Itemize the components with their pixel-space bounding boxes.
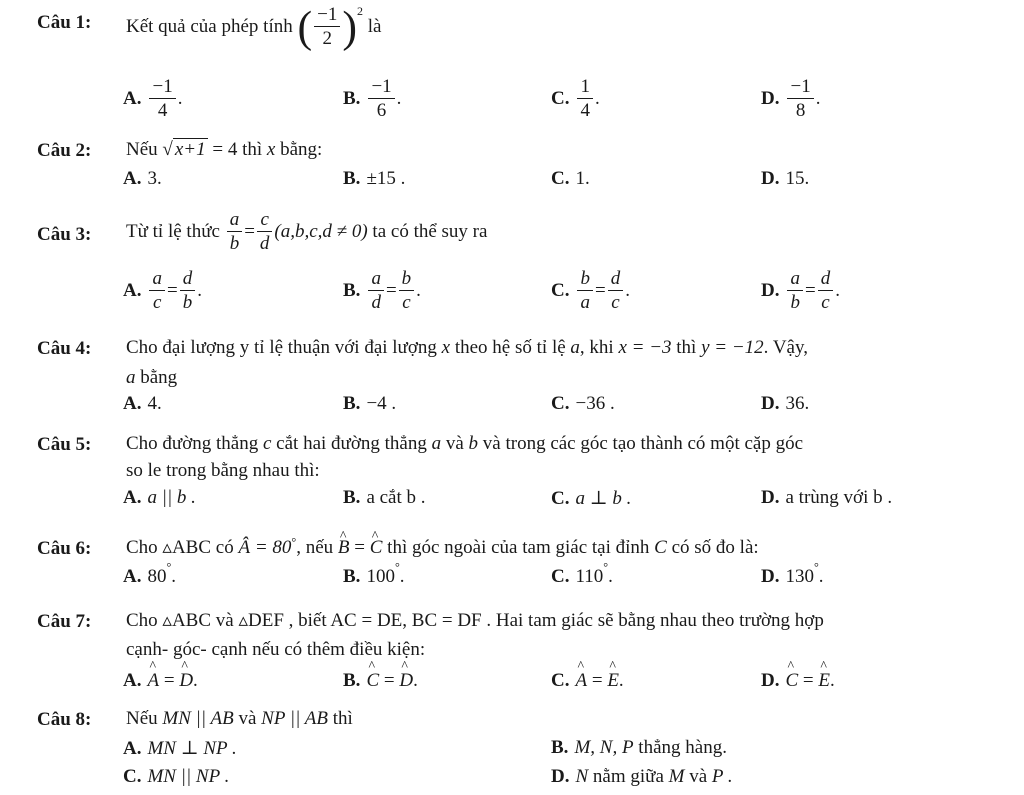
question-stem: Cho đường thẳng c cắt hai đường thẳng a và b và trong các góc tạo thành có một cặp góc — [126, 433, 804, 454]
option-b[interactable]: B. $\frac{a}{d}$ = $\frac{b}{c}$ . — [343, 268, 421, 313]
option-d[interactable]: D. 130°. — [761, 560, 824, 587]
option-c[interactable]: C. 110°. — [551, 560, 613, 587]
question-label: Câu 3: — [37, 224, 92, 245]
option-b[interactable]: B. −4 . — [343, 393, 397, 414]
option-c[interactable]: C.^ A = ^ E. — [551, 670, 624, 692]
option-a[interactable]: A. MN ⊥ NP . — [123, 738, 237, 759]
option-d[interactable]: D. 15. — [761, 168, 810, 189]
option-a[interactable]: A. 3. — [123, 168, 162, 189]
option-c[interactable]: C. a ⊥ b . — [551, 488, 632, 509]
sqrt: √ x+1 — [162, 139, 206, 160]
option-c[interactable]: C. −36 . — [551, 393, 615, 414]
option-a[interactable]: A. $\frac{a}{c}$ = $\frac{d}{b}$ . — [123, 268, 202, 313]
question-label: Câu 4: — [37, 338, 92, 359]
question-stem: Nếu √ x+1 = 4 thì x bằng: — [126, 137, 984, 163]
option-a[interactable]: A.^ A = ^ D. — [123, 670, 198, 692]
question-stem: Cho đại lượng y tỉ lệ thuận với đại lượng x theo hệ số tỉ lệ a, khi x = −3 thì y = −12. Vậy, — [126, 337, 808, 358]
question-stem-line2: cạnh- góc- cạnh nếu có thêm điều kiện: — [126, 639, 426, 660]
option-d[interactable]: D.^ C = ^ E. — [761, 670, 835, 692]
option-b[interactable]: B. ±15 . — [343, 168, 406, 189]
fraction: $\frac{-1}{2}$ — [314, 4, 340, 51]
question-stem: Kết quả của phép tính ( $\frac{-1}{2}$ )$^2$ là — [126, 2, 382, 52]
question-stem-line2: a bằng — [126, 367, 178, 388]
option-c[interactable]: C. $\frac{b}{a}$ = $\frac{d}{c}$ . — [551, 268, 630, 313]
question-label: Câu 6: — [37, 538, 92, 559]
option-d[interactable]: D. a trùng với b . — [761, 487, 893, 508]
option-d[interactable]: D. $\frac{-1}{8}$ . — [761, 76, 821, 121]
option-c[interactable]: C. MN || NP . — [123, 766, 230, 787]
exponent: 2 — [357, 4, 364, 18]
option-b[interactable]: B. $\frac{-1}{6}$ . — [343, 76, 402, 121]
question-stem: Nếu MN || AB và NP || AB thì — [126, 708, 353, 729]
option-b[interactable]: B.^ C = ^ D. — [343, 670, 418, 692]
option-c[interactable]: C. 1. — [551, 168, 590, 189]
option-d[interactable]: D. 36. — [761, 393, 810, 414]
question-stem: Từ tỉ lệ thức $\frac{a}{b}$ = $\frac{c}{d}$ (a,b,c,d ≠ 0) ta có thể suy ra — [126, 209, 488, 254]
right-paren: ) — [342, 2, 358, 52]
option-a[interactable]: A. 4. — [123, 393, 162, 414]
question-label: Câu 8: — [37, 709, 92, 730]
question-stem: Cho ▵ABC và ▵DEF , biết AC = DE, BC = DF . Hai tam giác sẽ bằng nhau theo trường hợp — [126, 610, 824, 631]
option-b[interactable]: B. 100°. — [343, 560, 405, 587]
question-stem-line2: so le trong bằng nhau thì: — [126, 460, 320, 481]
option-d[interactable]: D. $\frac{a}{b}$ = $\frac{d}{c}$ . — [761, 268, 840, 313]
option-a[interactable]: A. a || b . — [123, 487, 196, 508]
option-c[interactable]: C. $\frac{1}{4}$ . — [551, 76, 600, 121]
option-b[interactable]: B. a cắt b . — [343, 487, 426, 508]
question-label: Câu 1: — [37, 12, 92, 33]
option-d[interactable]: D. N nằm giữa M và P . — [551, 766, 733, 787]
option-a[interactable]: A. $\frac{-1}{4}$ . — [123, 76, 183, 121]
question-label: Câu 7: — [37, 611, 92, 632]
question-stem: Cho ▵ABC có Â = 80°, nếu ^ B = ^ C thì góc ngoài của tam giác tại đỉnh C có số đo là: — [126, 535, 984, 561]
question-label: Câu 5: — [37, 434, 92, 455]
option-a[interactable]: A. 80°. — [123, 560, 177, 587]
question-label: Câu 2: — [37, 140, 92, 161]
left-paren: ( — [297, 2, 313, 52]
option-b[interactable]: B. M, N, P thẳng hàng. — [551, 737, 727, 758]
